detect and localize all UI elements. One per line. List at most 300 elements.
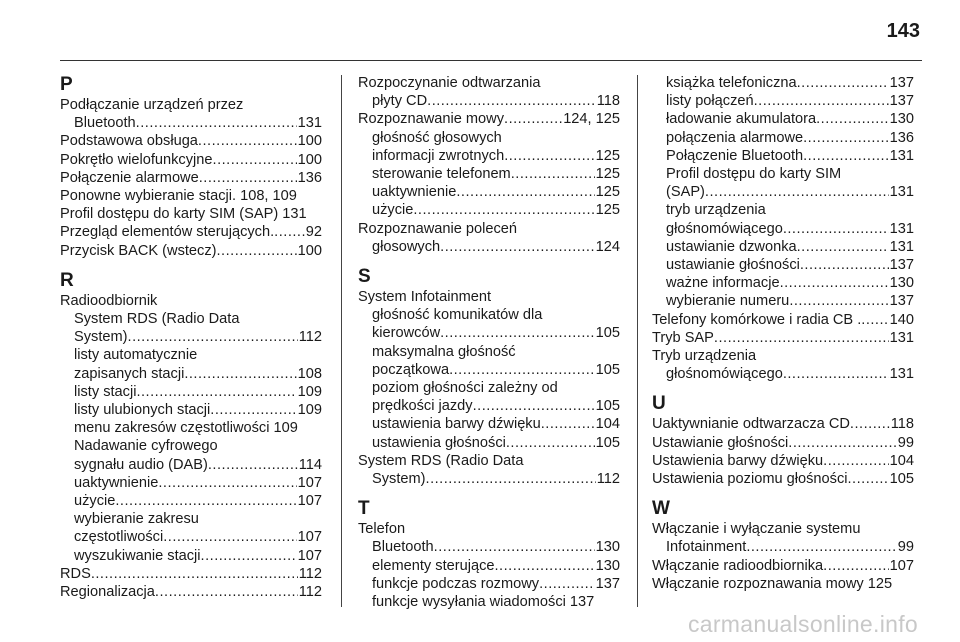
index-term: Pokrętło wielofunkcyjne	[60, 151, 213, 168]
dot-leader	[449, 361, 595, 379]
dot-leader	[714, 329, 889, 347]
index-entry	[652, 470, 914, 488]
index-entry-line	[358, 183, 620, 201]
index-entry-line	[60, 151, 322, 169]
index-entry	[652, 329, 914, 347]
index-entry	[60, 242, 322, 260]
dot-leader	[163, 528, 296, 546]
index-term: ustawianie dzwonka	[666, 238, 797, 255]
index-term: Tryb urządzenia	[652, 348, 757, 365]
dot-leader	[541, 415, 595, 433]
index-term: listy ulubionych stacji	[74, 402, 211, 419]
index-term: Ustawienia poziomu głośności	[652, 471, 848, 488]
index-entry-line	[60, 132, 322, 150]
dot-leader	[136, 114, 297, 132]
index-term: System RDS (Radio Data	[74, 311, 240, 328]
index-entry-line	[358, 92, 620, 110]
index-term: Włączanie rozpoznawania mowy 125	[652, 575, 893, 592]
index-term: Podstawowa obsługa	[60, 133, 198, 150]
page-reference: 100	[297, 133, 322, 150]
dot-leader	[803, 147, 889, 165]
page-reference: 130	[595, 557, 620, 574]
column-divider	[637, 75, 638, 607]
index-entry	[652, 292, 914, 310]
index-term: Ponowne wybieranie stacji. 108, 109	[60, 188, 297, 205]
page-reference: 105	[595, 398, 620, 415]
index-entry	[652, 434, 914, 452]
index-entry	[60, 474, 322, 492]
dot-leader	[705, 183, 889, 201]
dot-leader	[208, 456, 298, 474]
index-entry-line	[358, 343, 620, 361]
dot-leader	[823, 452, 888, 470]
dot-leader	[506, 434, 595, 452]
index-entry-line	[652, 74, 914, 92]
page-reference: 105	[889, 471, 914, 488]
index-entry	[358, 110, 620, 128]
dot-leader	[800, 256, 889, 274]
index-column-2	[358, 74, 620, 611]
index-term: listy stacji	[74, 383, 137, 400]
index-term: głośnomówiącego	[666, 220, 783, 237]
page-reference: 104	[889, 452, 914, 469]
page-reference: 137	[595, 575, 620, 592]
page-reference: 125	[595, 147, 620, 164]
index-entry-line	[652, 183, 914, 201]
index-entry-line	[652, 110, 914, 128]
page-reference: 114	[298, 456, 322, 473]
index-entry-line	[652, 129, 914, 147]
index-term: książka telefoniczna	[666, 75, 797, 91]
index-term: listy automatycznie	[74, 347, 198, 364]
index-term: głośność głosowych	[372, 129, 502, 146]
index-term: (SAP)	[666, 184, 705, 201]
index-entry-line	[60, 187, 322, 205]
index-entry-line	[358, 470, 620, 488]
dot-leader	[155, 583, 298, 601]
index-term: Włączanie radioodbiornika	[652, 557, 824, 574]
index-entry-line	[652, 201, 914, 219]
index-entry-line	[358, 538, 620, 556]
page-reference: 112	[596, 471, 620, 488]
page-reference: 125	[595, 202, 620, 219]
index-term: System Infotainment	[358, 289, 492, 306]
index-letter-heading: U	[652, 393, 666, 415]
dot-leader	[213, 151, 297, 169]
index-term: System)	[74, 329, 128, 346]
dot-leader	[456, 183, 594, 201]
index-entry-line	[60, 456, 322, 474]
index-entry-line	[358, 220, 620, 238]
index-entry-line	[358, 452, 620, 470]
index-entry-line	[60, 437, 322, 455]
dot-leader	[274, 223, 305, 241]
index-entry	[60, 292, 322, 310]
index-entry-line	[60, 383, 322, 401]
dot-leader	[473, 397, 595, 415]
page-reference: 136	[297, 169, 322, 186]
page-reference: 131	[889, 184, 914, 201]
index-entry	[60, 187, 322, 205]
index-term: zapisanych stacji	[74, 365, 185, 382]
index-entry	[60, 169, 322, 187]
index-entry	[652, 110, 914, 128]
index-term: tryb urządzenia	[666, 202, 766, 219]
index-entry-line	[358, 557, 620, 575]
index-entry	[652, 575, 914, 593]
index-entry	[358, 520, 620, 538]
index-entry	[652, 311, 914, 329]
index-entry	[60, 151, 322, 169]
dot-leader	[91, 565, 298, 583]
page-reference: 112	[298, 329, 322, 346]
index-term: System)	[372, 471, 426, 488]
index-term: głośnomówiącego	[666, 366, 783, 383]
page-reference: 99	[897, 539, 914, 556]
index-term: System RDS (Radio Data	[358, 452, 524, 469]
index-entry-line	[60, 96, 322, 114]
index-entry-line	[652, 415, 914, 433]
dot-leader	[440, 324, 595, 342]
dot-leader	[504, 147, 594, 165]
page-reference: 131	[889, 366, 914, 383]
index-entry	[60, 346, 322, 382]
index-term: Profil dostępu do karty SIM	[666, 166, 842, 183]
index-entry	[60, 547, 322, 565]
index-entry	[358, 201, 620, 219]
dot-leader	[440, 238, 595, 256]
dot-leader	[783, 365, 889, 383]
page-reference: 107	[297, 474, 322, 491]
dot-leader	[427, 92, 596, 110]
index-entry-line	[60, 242, 322, 260]
index-entry	[652, 147, 914, 165]
page-reference: 109	[297, 402, 322, 419]
page-reference: 131	[889, 329, 914, 346]
dot-leader	[115, 492, 296, 510]
index-term: wybieranie zakresu	[74, 511, 199, 528]
index-entry	[652, 520, 914, 556]
index-entry-line	[358, 520, 620, 538]
index-entry-line	[60, 492, 322, 510]
index-term: elementy sterujące	[372, 557, 495, 574]
dot-leader	[413, 201, 594, 219]
index-entry	[652, 347, 914, 383]
index-entry-line	[358, 593, 620, 611]
page-reference: 137	[889, 257, 914, 274]
index-entry	[60, 223, 322, 241]
index-entry-line	[60, 547, 322, 565]
index-entry-line	[652, 365, 914, 383]
index-term: Przegląd elementów sterujących.	[60, 224, 275, 241]
index-entry	[358, 129, 620, 165]
dot-leader	[199, 169, 297, 187]
page-reference: 105	[595, 361, 620, 378]
dot-leader	[495, 557, 595, 575]
index-entry-line	[60, 401, 322, 419]
index-entry-line	[652, 557, 914, 575]
index-letter-heading: W	[652, 498, 670, 520]
dot-leader	[850, 415, 890, 433]
index-term: Połączenie alarmowe	[60, 169, 199, 186]
index-entry-line	[652, 165, 914, 183]
index-entry-line	[652, 147, 914, 165]
index-entry-line	[652, 575, 914, 593]
index-entry	[652, 238, 914, 256]
page-number: 143	[886, 20, 920, 42]
page-reference: 105	[595, 325, 620, 342]
index-letter-heading: S	[358, 266, 371, 288]
dot-leader	[754, 92, 889, 110]
page-reference: 112	[298, 565, 322, 582]
index-entry-line	[60, 205, 322, 223]
index-entry-line	[652, 538, 914, 556]
index-entry	[358, 415, 620, 433]
index-term: Bluetooth	[372, 539, 434, 556]
header-rule	[60, 60, 922, 61]
index-entry-line	[652, 256, 914, 274]
index-term: maksymalna głośność	[372, 343, 516, 360]
index-entry-line	[60, 419, 322, 437]
dot-leader	[746, 538, 896, 556]
index-entry	[358, 593, 620, 611]
index-entry-line	[358, 129, 620, 147]
index-entry-line	[652, 470, 914, 488]
index-entry	[60, 132, 322, 150]
page-reference: 100	[297, 151, 322, 168]
index-term: poziom głośności zależny od	[372, 380, 558, 397]
index-term: kierowców	[372, 325, 441, 342]
index-term: Przycisk BACK (wstecz)	[60, 242, 217, 259]
index-entry-line	[60, 365, 322, 383]
index-entry	[60, 96, 322, 132]
index-letter-heading: R	[60, 269, 74, 291]
index-entry	[358, 343, 620, 379]
index-entry	[652, 557, 914, 575]
index-term: głosowych	[372, 238, 441, 255]
dot-leader	[797, 74, 889, 92]
dot-leader	[789, 292, 888, 310]
index-term: wybieranie numeru	[666, 293, 790, 310]
index-entry	[358, 165, 620, 183]
watermark: carmanualsonline.info	[687, 611, 918, 637]
page-reference: 118	[596, 93, 620, 110]
index-entry	[358, 74, 620, 110]
index-entry	[652, 165, 914, 201]
dot-leader	[788, 434, 896, 452]
index-entry-line	[60, 114, 322, 132]
index-entry-line	[60, 169, 322, 187]
index-term: użycie	[74, 493, 116, 510]
page-reference: 131	[297, 115, 322, 132]
index-term: połączenia alarmowe	[666, 129, 804, 146]
page-reference: 130	[889, 275, 914, 292]
index-entry-line	[358, 397, 620, 415]
index-term: głośność komunikatów dla	[372, 307, 543, 324]
index-term: Podłączanie urządzeń przez	[60, 97, 244, 113]
index-entry	[60, 510, 322, 546]
index-column-1	[60, 74, 322, 601]
index-entry	[358, 183, 620, 201]
page-reference: 105	[595, 434, 620, 451]
index-entry	[652, 201, 914, 237]
index-entry-line	[358, 147, 620, 165]
index-column-3	[652, 74, 914, 593]
page-reference: 100	[297, 242, 322, 259]
page-reference: 136	[889, 129, 914, 146]
index-entry	[652, 274, 914, 292]
index-entry-line	[358, 379, 620, 397]
index-term: RDS	[60, 565, 91, 582]
page-reference: 130	[595, 539, 620, 556]
index-term: Nadawanie cyfrowego	[74, 438, 218, 455]
index-entry	[60, 383, 322, 401]
index-entry	[60, 583, 322, 601]
index-entry	[358, 288, 620, 306]
index-entry-line	[652, 452, 914, 470]
index-entry	[358, 557, 620, 575]
index-term: Bluetooth	[74, 115, 136, 132]
index-entry	[60, 437, 322, 473]
index-term: ustawianie głośności	[666, 257, 800, 274]
index-letter-heading: P	[60, 74, 73, 95]
index-entry-line	[60, 528, 322, 546]
index-term: Ustawienia barwy dźwięku	[652, 452, 824, 469]
index-term: użycie	[372, 202, 414, 219]
index-entry	[60, 205, 322, 223]
index-term: funkcje wysyłania wiadomości 137	[372, 594, 595, 611]
index-entry-line	[652, 238, 914, 256]
page-reference: 131	[889, 147, 914, 164]
index-entry-line	[60, 328, 322, 346]
page-reference: 107	[889, 557, 914, 574]
index-term: ustawienia głośności	[372, 434, 506, 451]
index-entry	[652, 129, 914, 147]
dot-leader	[797, 238, 889, 256]
index-entry	[358, 434, 620, 452]
index-entry-line	[652, 220, 914, 238]
index-term: częstotliwości	[74, 529, 164, 546]
dot-leader	[783, 220, 889, 238]
index-term: Połączenie Bluetooth	[666, 147, 804, 164]
index-term: listy połączeń	[666, 93, 754, 110]
index-entry-line	[60, 583, 322, 601]
dot-leader	[217, 242, 297, 260]
page-reference: 137	[889, 293, 914, 310]
dot-leader	[210, 401, 296, 419]
index-term: uaktywnienie	[74, 474, 159, 491]
page-reference: 112	[298, 584, 322, 601]
page-reference: 92	[305, 224, 322, 241]
index-entry-line	[358, 110, 620, 128]
index-term: ładowanie akumulatora	[666, 111, 817, 128]
index-term: początkowa	[372, 361, 450, 378]
index-term: Uaktywnianie odtwarzacza CD	[652, 416, 850, 433]
index-term: menu zakresów częstotliwości 109	[74, 420, 298, 437]
index-letter-heading: T	[358, 498, 370, 520]
index-entry	[358, 220, 620, 256]
index-term: Profil dostępu do karty SIM (SAP) 131	[60, 206, 307, 223]
page-reference: 107	[297, 547, 322, 564]
index-entry-line	[358, 74, 620, 92]
dot-leader	[434, 538, 595, 556]
index-term: wyszukiwanie stacji	[74, 547, 201, 564]
index-entry-line	[652, 311, 914, 329]
index-entry-line	[358, 361, 620, 379]
index-entry	[60, 419, 322, 437]
page-reference: 125	[595, 184, 620, 201]
index-term: Telefony komórkowe i radia CB .	[652, 311, 862, 328]
index-term: Rozpoznawanie poleceń	[358, 220, 518, 237]
index-entry-line	[358, 165, 620, 183]
index-entry	[60, 565, 322, 583]
dot-leader	[426, 470, 596, 488]
index-term: uaktywnienie	[372, 184, 457, 201]
dot-leader	[184, 365, 296, 383]
index-entry-line	[358, 238, 620, 256]
index-entry-line	[652, 520, 914, 538]
index-entry-line	[60, 474, 322, 492]
dot-leader	[823, 557, 888, 575]
index-term: Tryb SAP	[652, 329, 714, 346]
index-term: sygnału audio (DAB)	[74, 456, 208, 473]
page-reference: 107	[297, 529, 322, 546]
index-entry	[358, 306, 620, 342]
index-entry-line	[60, 565, 322, 583]
page-reference: 130	[889, 111, 914, 128]
index-term: Regionalizacja	[60, 584, 155, 601]
dot-leader	[861, 311, 888, 329]
index-entry-line	[358, 201, 620, 219]
dot-leader	[803, 129, 889, 147]
index-entry	[652, 415, 914, 433]
index-entry-line	[652, 329, 914, 347]
index-entry	[60, 310, 322, 346]
page-reference: 131	[889, 238, 914, 255]
index-term: Ustawianie głośności	[652, 434, 789, 451]
index-entry	[60, 492, 322, 510]
page-reference: 104	[595, 416, 620, 433]
index-entry-line	[652, 274, 914, 292]
index-term: funkcje podczas rozmowy	[372, 575, 540, 592]
dot-leader	[780, 274, 889, 292]
page-reference: 137	[889, 75, 914, 91]
page-reference: 137	[889, 93, 914, 110]
index-entry	[652, 74, 914, 92]
index-entry-line	[60, 292, 322, 310]
index-entry-line	[358, 288, 620, 306]
index-entry	[358, 575, 620, 593]
dot-leader	[201, 547, 297, 565]
page-reference: 131	[889, 220, 914, 237]
dot-leader	[539, 575, 595, 593]
page-reference: 109	[297, 383, 322, 400]
page-reference: 107	[297, 493, 322, 510]
index-entry-line	[358, 415, 620, 433]
dot-leader	[158, 474, 296, 492]
page-reference: 140	[889, 311, 914, 328]
index-term: Rozpoznawanie mowy	[358, 111, 505, 128]
column-divider	[341, 75, 342, 607]
index-entry-line	[652, 434, 914, 452]
index-entry-line	[60, 223, 322, 241]
dot-leader	[136, 383, 296, 401]
index-term: płyty CD	[372, 93, 428, 110]
index-term: Rozpoczynanie odtwarzania	[358, 75, 541, 91]
page-reference: 125	[595, 166, 620, 183]
dot-leader	[848, 470, 889, 488]
page-reference: 124, 125	[563, 111, 620, 128]
